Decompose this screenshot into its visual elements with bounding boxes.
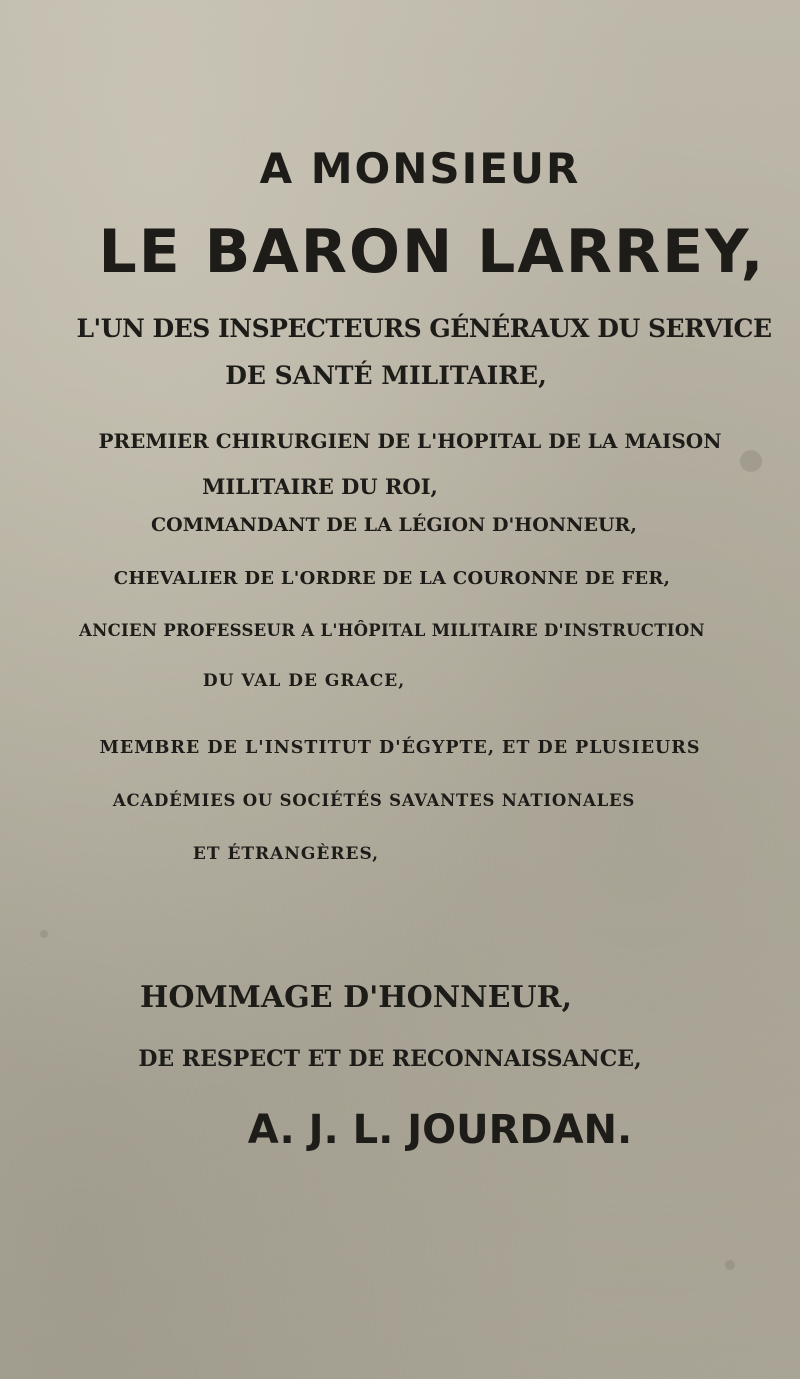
- title-line-10: ACADÉMIES OU SOCIÉTÉS SAVANTES NATIONALES: [112, 791, 636, 810]
- title-line-4: MILITAIRE DU ROI,: [202, 474, 438, 499]
- dedicatee-name: LE BARON LARREY,: [98, 217, 766, 287]
- author-signature: A. J. L. JOURDAN.: [247, 1107, 633, 1153]
- paper-stain: [40, 930, 48, 938]
- title-line-9: MEMBRE DE L'INSTITUT D'ÉGYPTE, ET DE PLUSIEURS: [99, 738, 701, 758]
- title-line-2: DE SANTÉ MILITAIRE,: [225, 361, 547, 390]
- paper-stain: [740, 450, 762, 472]
- title-line-8: DU VAL DE GRACE,: [202, 671, 406, 691]
- homage-line-2: DE RESPECT ET DE RECONNAISSANCE,: [138, 1046, 642, 1072]
- title-line-7: ANCIEN PROFESSEUR A L'HÔPITAL MILITAIRE D'INSTRUCTION: [79, 621, 705, 640]
- title-line-5: COMMANDANT DE LA LÉGION D'HONNEUR,: [151, 514, 637, 536]
- salutation: A MONSIEUR: [259, 144, 581, 193]
- title-line-11: ET ÉTRANGÈRES,: [192, 844, 380, 864]
- homage-line-1: HOMMAGE D'HONNEUR,: [139, 980, 573, 1015]
- title-line-3: PREMIER CHIRURGIEN DE L'HOPITAL DE LA MAISON: [98, 429, 722, 453]
- paper-stain: [725, 1260, 735, 1270]
- title-line-1: L'UN DES INSPECTEURS GÉNÉRAUX DU SERVICE: [76, 314, 772, 343]
- title-line-6: CHEVALIER DE L'ORDRE DE LA COURONNE DE FER,: [113, 568, 671, 589]
